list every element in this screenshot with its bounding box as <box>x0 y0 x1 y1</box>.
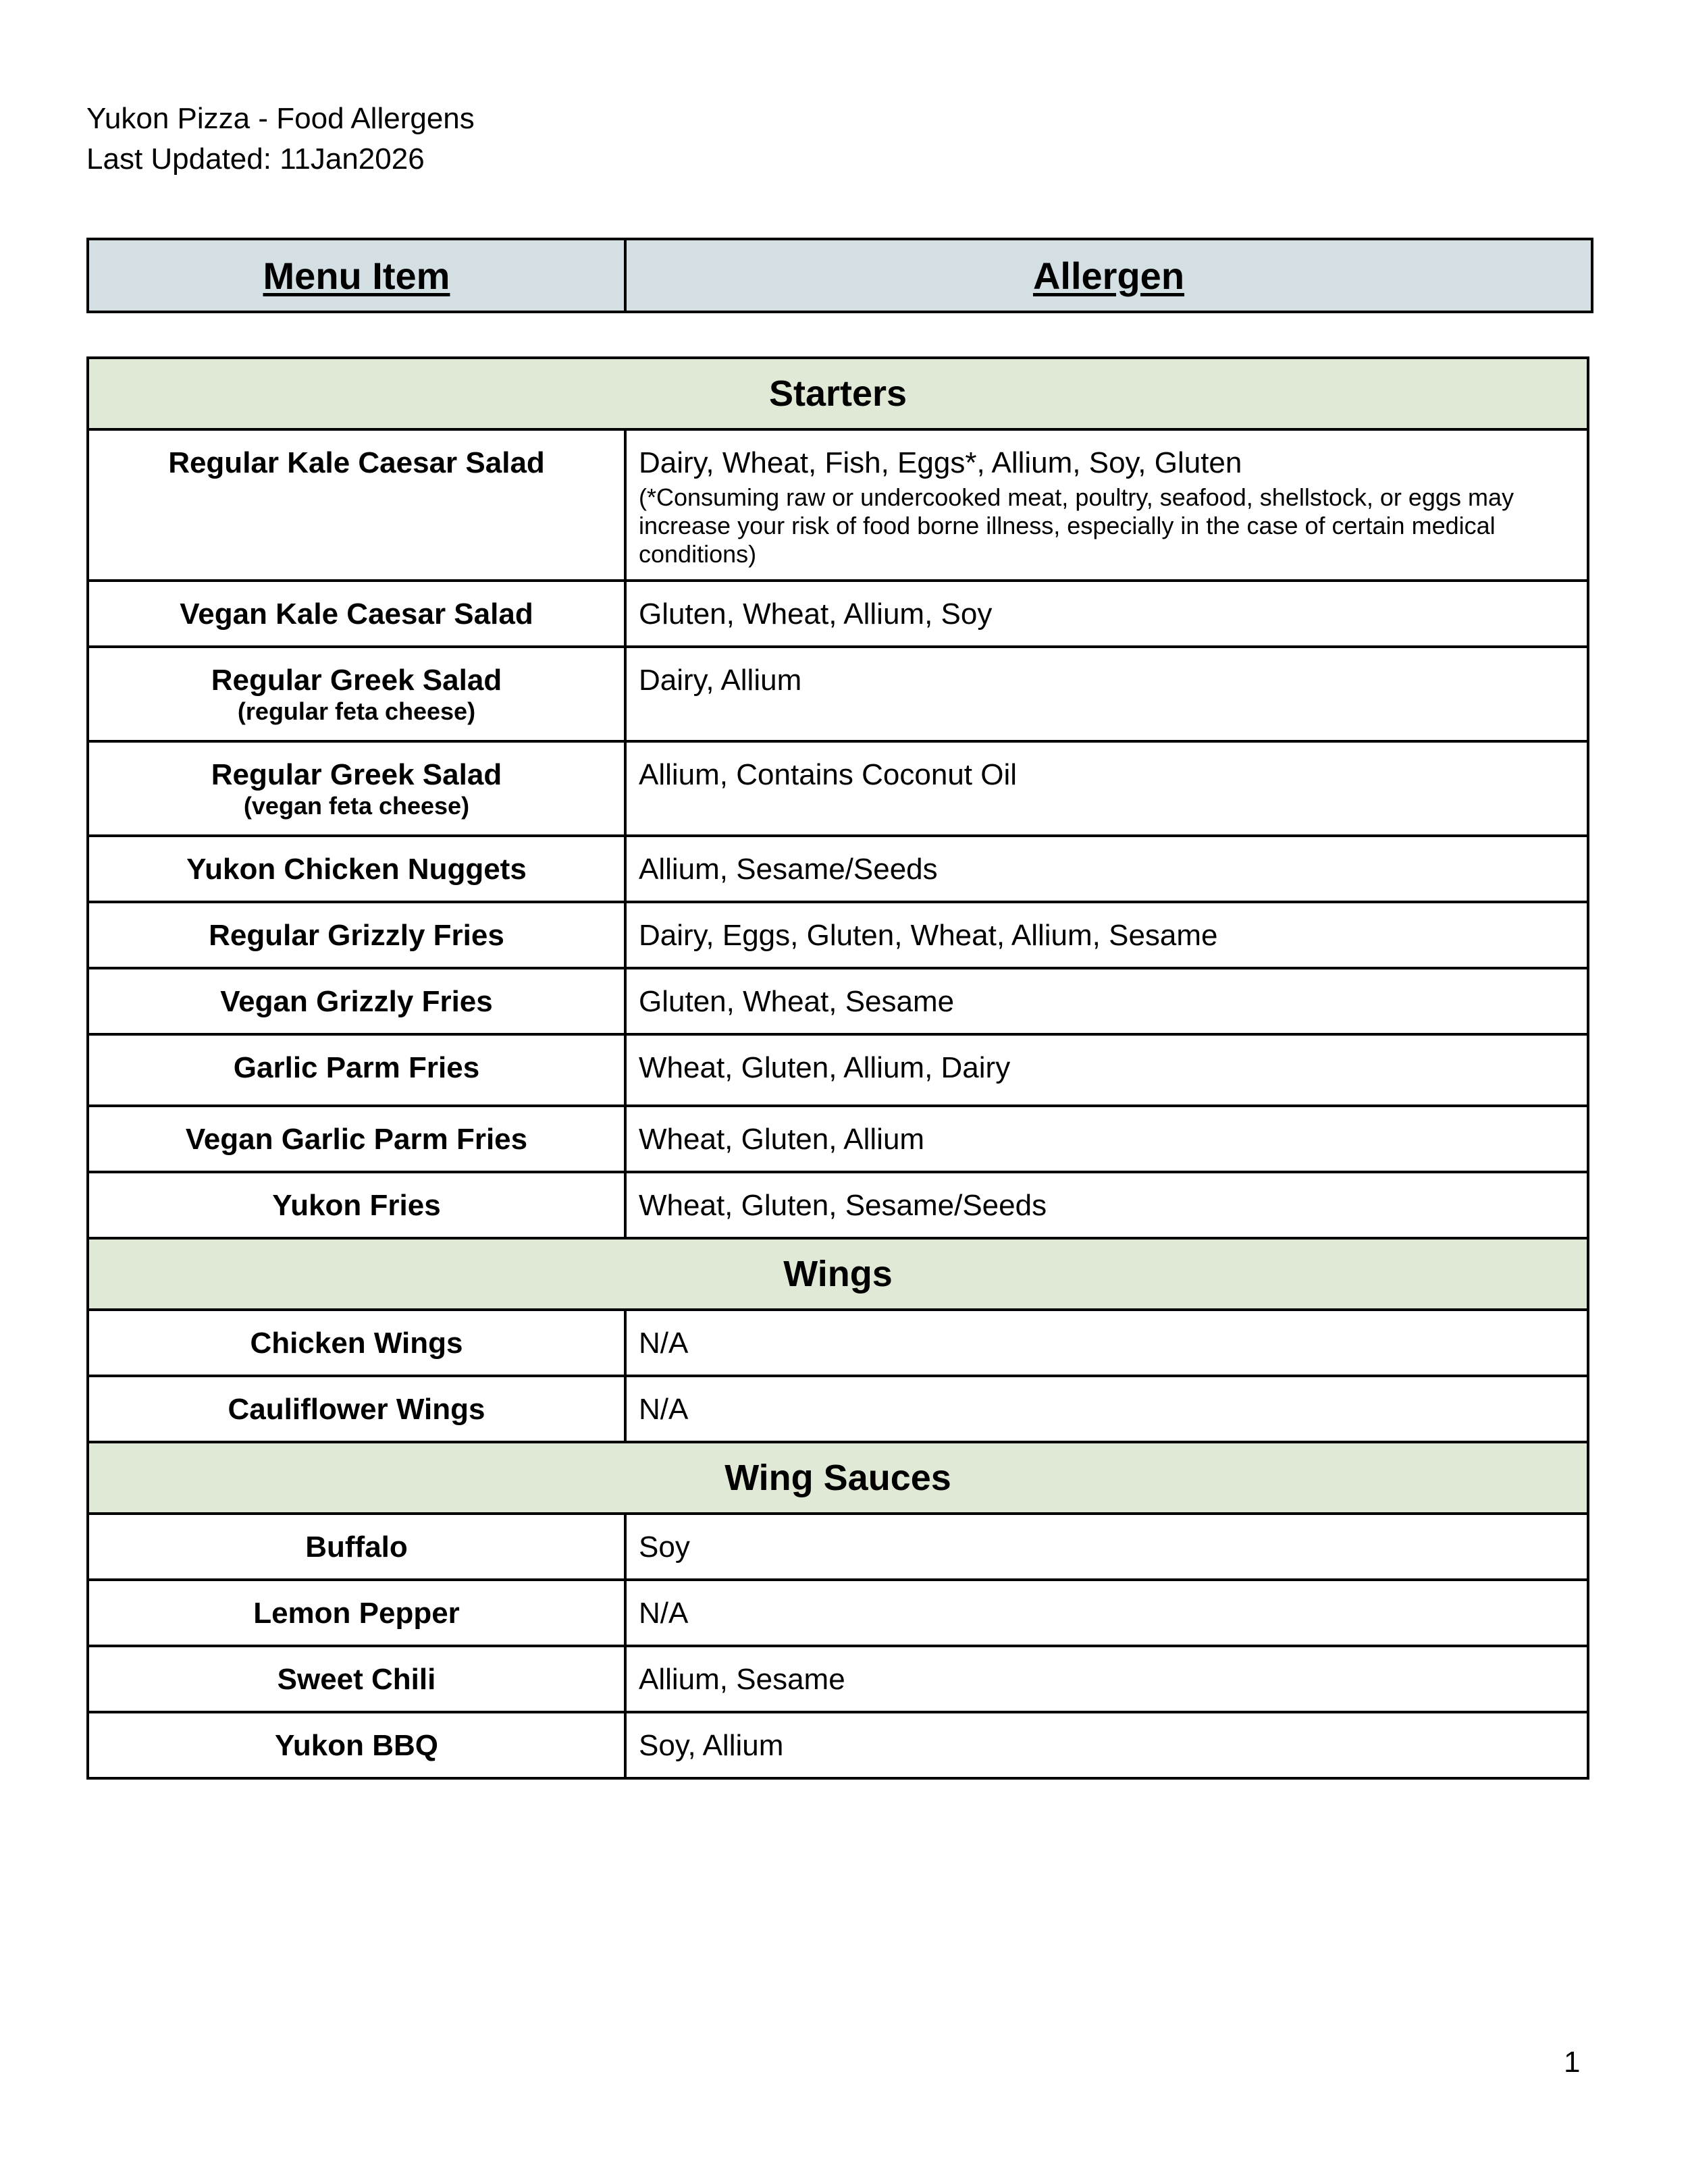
allergen-list: Allium, Sesame/Seeds <box>625 836 1588 902</box>
allergen-list: N/A <box>625 1376 1588 1442</box>
menu-item-name: Yukon BBQ <box>88 1712 625 1778</box>
allergen-list: Wheat, Gluten, Allium <box>625 1106 1588 1172</box>
section-title-wings: Wings <box>88 1238 1588 1310</box>
allergen-list: Gluten, Wheat, Allium, Soy <box>625 581 1588 647</box>
column-header-menu-item: Menu Item <box>89 240 627 311</box>
allergen-list: Wheat, Gluten, Sesame/Seeds <box>625 1172 1588 1238</box>
menu-item-variant: (regular feta cheese) <box>237 697 476 725</box>
allergen-list: Gluten, Wheat, Sesame <box>625 968 1588 1034</box>
table-row <box>88 741 1588 836</box>
table-row <box>88 1310 1588 1376</box>
menu-item-name: Lemon Pepper <box>88 1580 625 1646</box>
menu-item-name: Vegan Kale Caesar Salad <box>88 581 625 647</box>
column-header-table <box>86 238 1593 313</box>
table-row <box>88 1514 1588 1580</box>
allergen-list: Allium, Contains Coconut Oil <box>625 741 1588 836</box>
section-header-row <box>88 358 1588 429</box>
allergen-table <box>86 356 1589 1780</box>
document-header <box>86 99 475 180</box>
table-row <box>88 968 1588 1034</box>
menu-item-name: Vegan Garlic Parm Fries <box>88 1106 625 1172</box>
allergen-list: Dairy, Allium <box>625 647 1588 741</box>
allergen-list: Dairy, Eggs, Gluten, Wheat, Allium, Sesame <box>625 902 1588 968</box>
table-row <box>88 1034 1588 1106</box>
allergen-list: Dairy, Wheat, Fish, Eggs*, Allium, Soy, Gluten <box>639 446 1242 479</box>
page-number: 1 <box>1564 2046 1581 2079</box>
menu-item-name: Yukon Fries <box>88 1172 625 1238</box>
menu-item-name: Regular Greek Salad <box>211 758 502 791</box>
menu-item-name: Cauliflower Wings <box>88 1376 625 1442</box>
allergen-list: Soy, Allium <box>625 1712 1588 1778</box>
table-row <box>88 1712 1588 1778</box>
document-title: Yukon Pizza - Food Allergens <box>86 102 475 135</box>
menu-item-variant: (vegan feta cheese) <box>243 792 470 820</box>
section-header-row <box>88 1238 1588 1310</box>
menu-item-name: Sweet Chili <box>88 1646 625 1712</box>
table-row <box>88 902 1588 968</box>
table-row <box>88 1106 1588 1172</box>
menu-item-name: Buffalo <box>88 1514 625 1580</box>
allergen-list: Allium, Sesame <box>625 1646 1588 1712</box>
menu-item-cell <box>88 741 625 836</box>
section-title-wing-sauces: Wing Sauces <box>88 1442 1588 1514</box>
table-row <box>88 647 1588 741</box>
menu-item-name: Vegan Grizzly Fries <box>88 968 625 1034</box>
menu-item-cell <box>88 647 625 741</box>
section-title-starters: Starters <box>88 358 1588 429</box>
allergen-list: Soy <box>625 1514 1588 1580</box>
allergen-list: N/A <box>625 1580 1588 1646</box>
last-updated: Last Updated: 11Jan2026 <box>86 142 425 176</box>
table-row <box>88 1376 1588 1442</box>
menu-item-name: Garlic Parm Fries <box>88 1034 625 1106</box>
menu-item-name: Regular Kale Caesar Salad <box>88 429 625 581</box>
table-row <box>88 429 1588 581</box>
allergen-list: Wheat, Gluten, Allium, Dairy <box>625 1034 1588 1106</box>
allergen-list: N/A <box>625 1310 1588 1376</box>
menu-item-name: Regular Greek Salad <box>211 664 502 697</box>
menu-item-name: Yukon Chicken Nuggets <box>88 836 625 902</box>
menu-item-name: Regular Grizzly Fries <box>88 902 625 968</box>
section-header-row <box>88 1442 1588 1514</box>
table-row <box>88 836 1588 902</box>
column-header-allergen: Allergen <box>1032 254 1185 297</box>
allergen-cell <box>625 429 1588 581</box>
table-row <box>88 1172 1588 1238</box>
table-row <box>88 1646 1588 1712</box>
food-safety-note: (*Consuming raw or undercooked meat, poultry, seafood, shellstock, or eggs may increase your risk of food borne illness, especially in the case of certain medical conditions) <box>639 483 1514 568</box>
table-row <box>88 581 1588 647</box>
table-row <box>88 1580 1588 1646</box>
menu-item-name: Chicken Wings <box>88 1310 625 1376</box>
